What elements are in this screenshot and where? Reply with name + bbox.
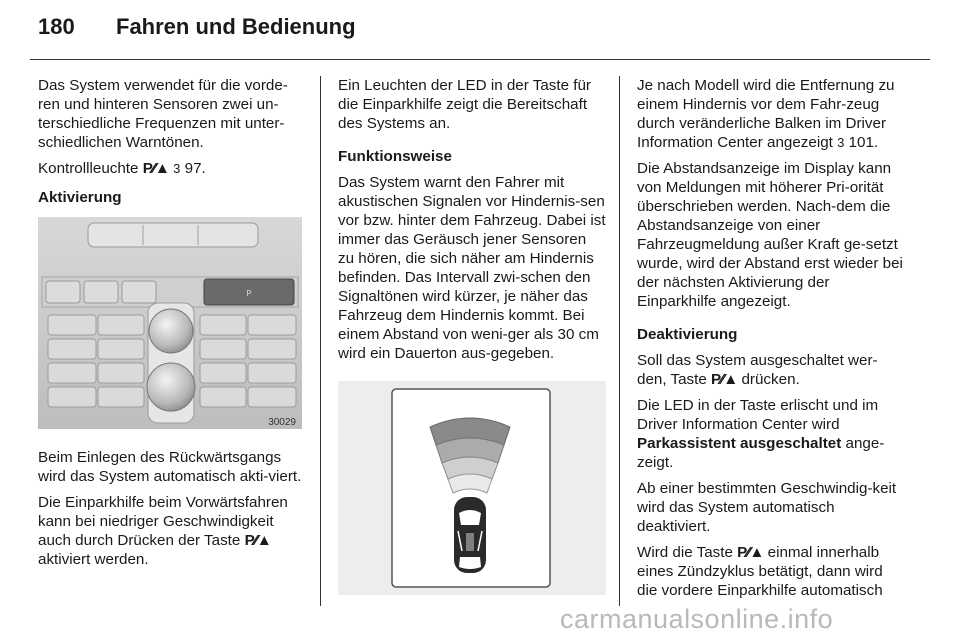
- park-assist-symbol-icon: P⁄⁄▲: [711, 371, 738, 388]
- paragraph: [637, 543, 905, 600]
- page-reference-icon: 3: [173, 161, 181, 176]
- text: Die Einparkhilfe beim Vorwärtsfahren kann bei niedriger Geschwindigkeit auch durch Drücken der Taste: [38, 494, 288, 549]
- column-3: [637, 76, 905, 607]
- park-assist-symbol-icon: P⁄⁄▲: [244, 532, 271, 549]
- column-2: [338, 76, 606, 600]
- header-rule: [30, 59, 930, 60]
- heading-funktionsweise: Funktionsweise: [338, 148, 452, 165]
- watermark: carmanualsonline.info: [560, 604, 834, 634]
- text: Die LED in der Taste erlischt und im Driver Information Center wird: [637, 397, 879, 433]
- paragraph: Ein Leuchten der LED in der Taste für die Einparkhilfe zeigt die Bereitschaft des Systems an.: [338, 77, 591, 132]
- paragraph: [637, 351, 905, 389]
- page-number: 180: [38, 14, 75, 39]
- parking-sensor-figure: [338, 381, 606, 600]
- park-assist-symbol-icon: P⁄⁄▲: [737, 544, 764, 561]
- text: 97.: [180, 160, 206, 177]
- paragraph: Die Abstandsanzeige im Display kann von Meldungen mit höherer Pri-orität überschrieben werden. Nach-dem die Abstandsanzeige von einer Fahrzeugmeldung außer Kraft ge-setzt wurde, wird der Abstand erst wieder bei der nächsten Aktivierung der Einparkhilfe angezeigt.: [637, 160, 903, 310]
- heading-aktivierung: Aktivierung: [38, 189, 122, 206]
- paragraph: Beim Einlegen des Rückwärtsgangs wird das System automatisch akti-viert.: [38, 449, 302, 485]
- parking-sensor-illustration: [338, 381, 606, 595]
- text: Kontrollleuchte: [38, 160, 143, 177]
- text: Je nach Modell wird die Entfernung zu einem Hindernis vor dem Fahr-zeug durch veränderliche Balken im Driver Information Center angezeigt: [637, 77, 895, 151]
- bold-message: Parkassistent ausgeschaltet: [637, 435, 842, 452]
- paragraph: Ab einer bestimmten Geschwindig-keit wird das System automatisch deaktiviert.: [637, 480, 897, 535]
- paragraph: [637, 396, 905, 472]
- paragraph: [637, 76, 905, 152]
- heading-deaktivierung: Deaktivierung: [637, 326, 738, 343]
- paragraph: Das System warnt den Fahrer mit akustischen Signalen vor Hindernis-sen vor bzw. hinter dem Fahrzeug. Dabei ist immer das Geräusch jener Sensoren zu hören, die sich näher am Hindernis befinden. Das Intervall zwi-schen den Signaltönen wird kürzer, je näher das Fahrzeug dem Hindernis kommt. Bei einem Abstand von weni-ger als 30 cm wird ein Dauerton aus-gegeben.: [338, 174, 606, 362]
- text: 101.: [844, 134, 879, 151]
- page-reference-icon: 3: [837, 135, 845, 150]
- figure-number: 30029: [268, 417, 296, 428]
- svg-text:P: P: [246, 289, 252, 298]
- column-1: [38, 76, 302, 576]
- paragraph: [38, 159, 302, 178]
- page-header: [38, 14, 356, 54]
- text: ange-zeigt.: [637, 435, 885, 471]
- control-panel-figure: [38, 217, 302, 434]
- column-divider-2: [619, 76, 620, 606]
- text: einmal innerhalb eines Zündzyklus betätigt, dann wird die vordere Einparkhilfe automatisch: [637, 544, 883, 599]
- text: Soll das System ausgeschaltet wer-den, Taste: [637, 352, 878, 388]
- text: Wird die Taste: [637, 544, 738, 561]
- paragraph: Das System verwendet für die vorde-ren und hinteren Sensoren zwei un-terschiedliche Frequenzen mit unter-schiedlichen Warntönen.: [38, 77, 288, 151]
- column-divider-1: [320, 76, 321, 606]
- text: aktiviert werden.: [38, 551, 149, 568]
- park-assist-symbol-icon: P⁄⁄▲: [142, 160, 169, 177]
- control-panel-illustration: [38, 217, 302, 429]
- page-title: Fahren und Bedienung: [116, 14, 356, 39]
- paragraph: [38, 493, 302, 569]
- text: drücken.: [737, 371, 800, 388]
